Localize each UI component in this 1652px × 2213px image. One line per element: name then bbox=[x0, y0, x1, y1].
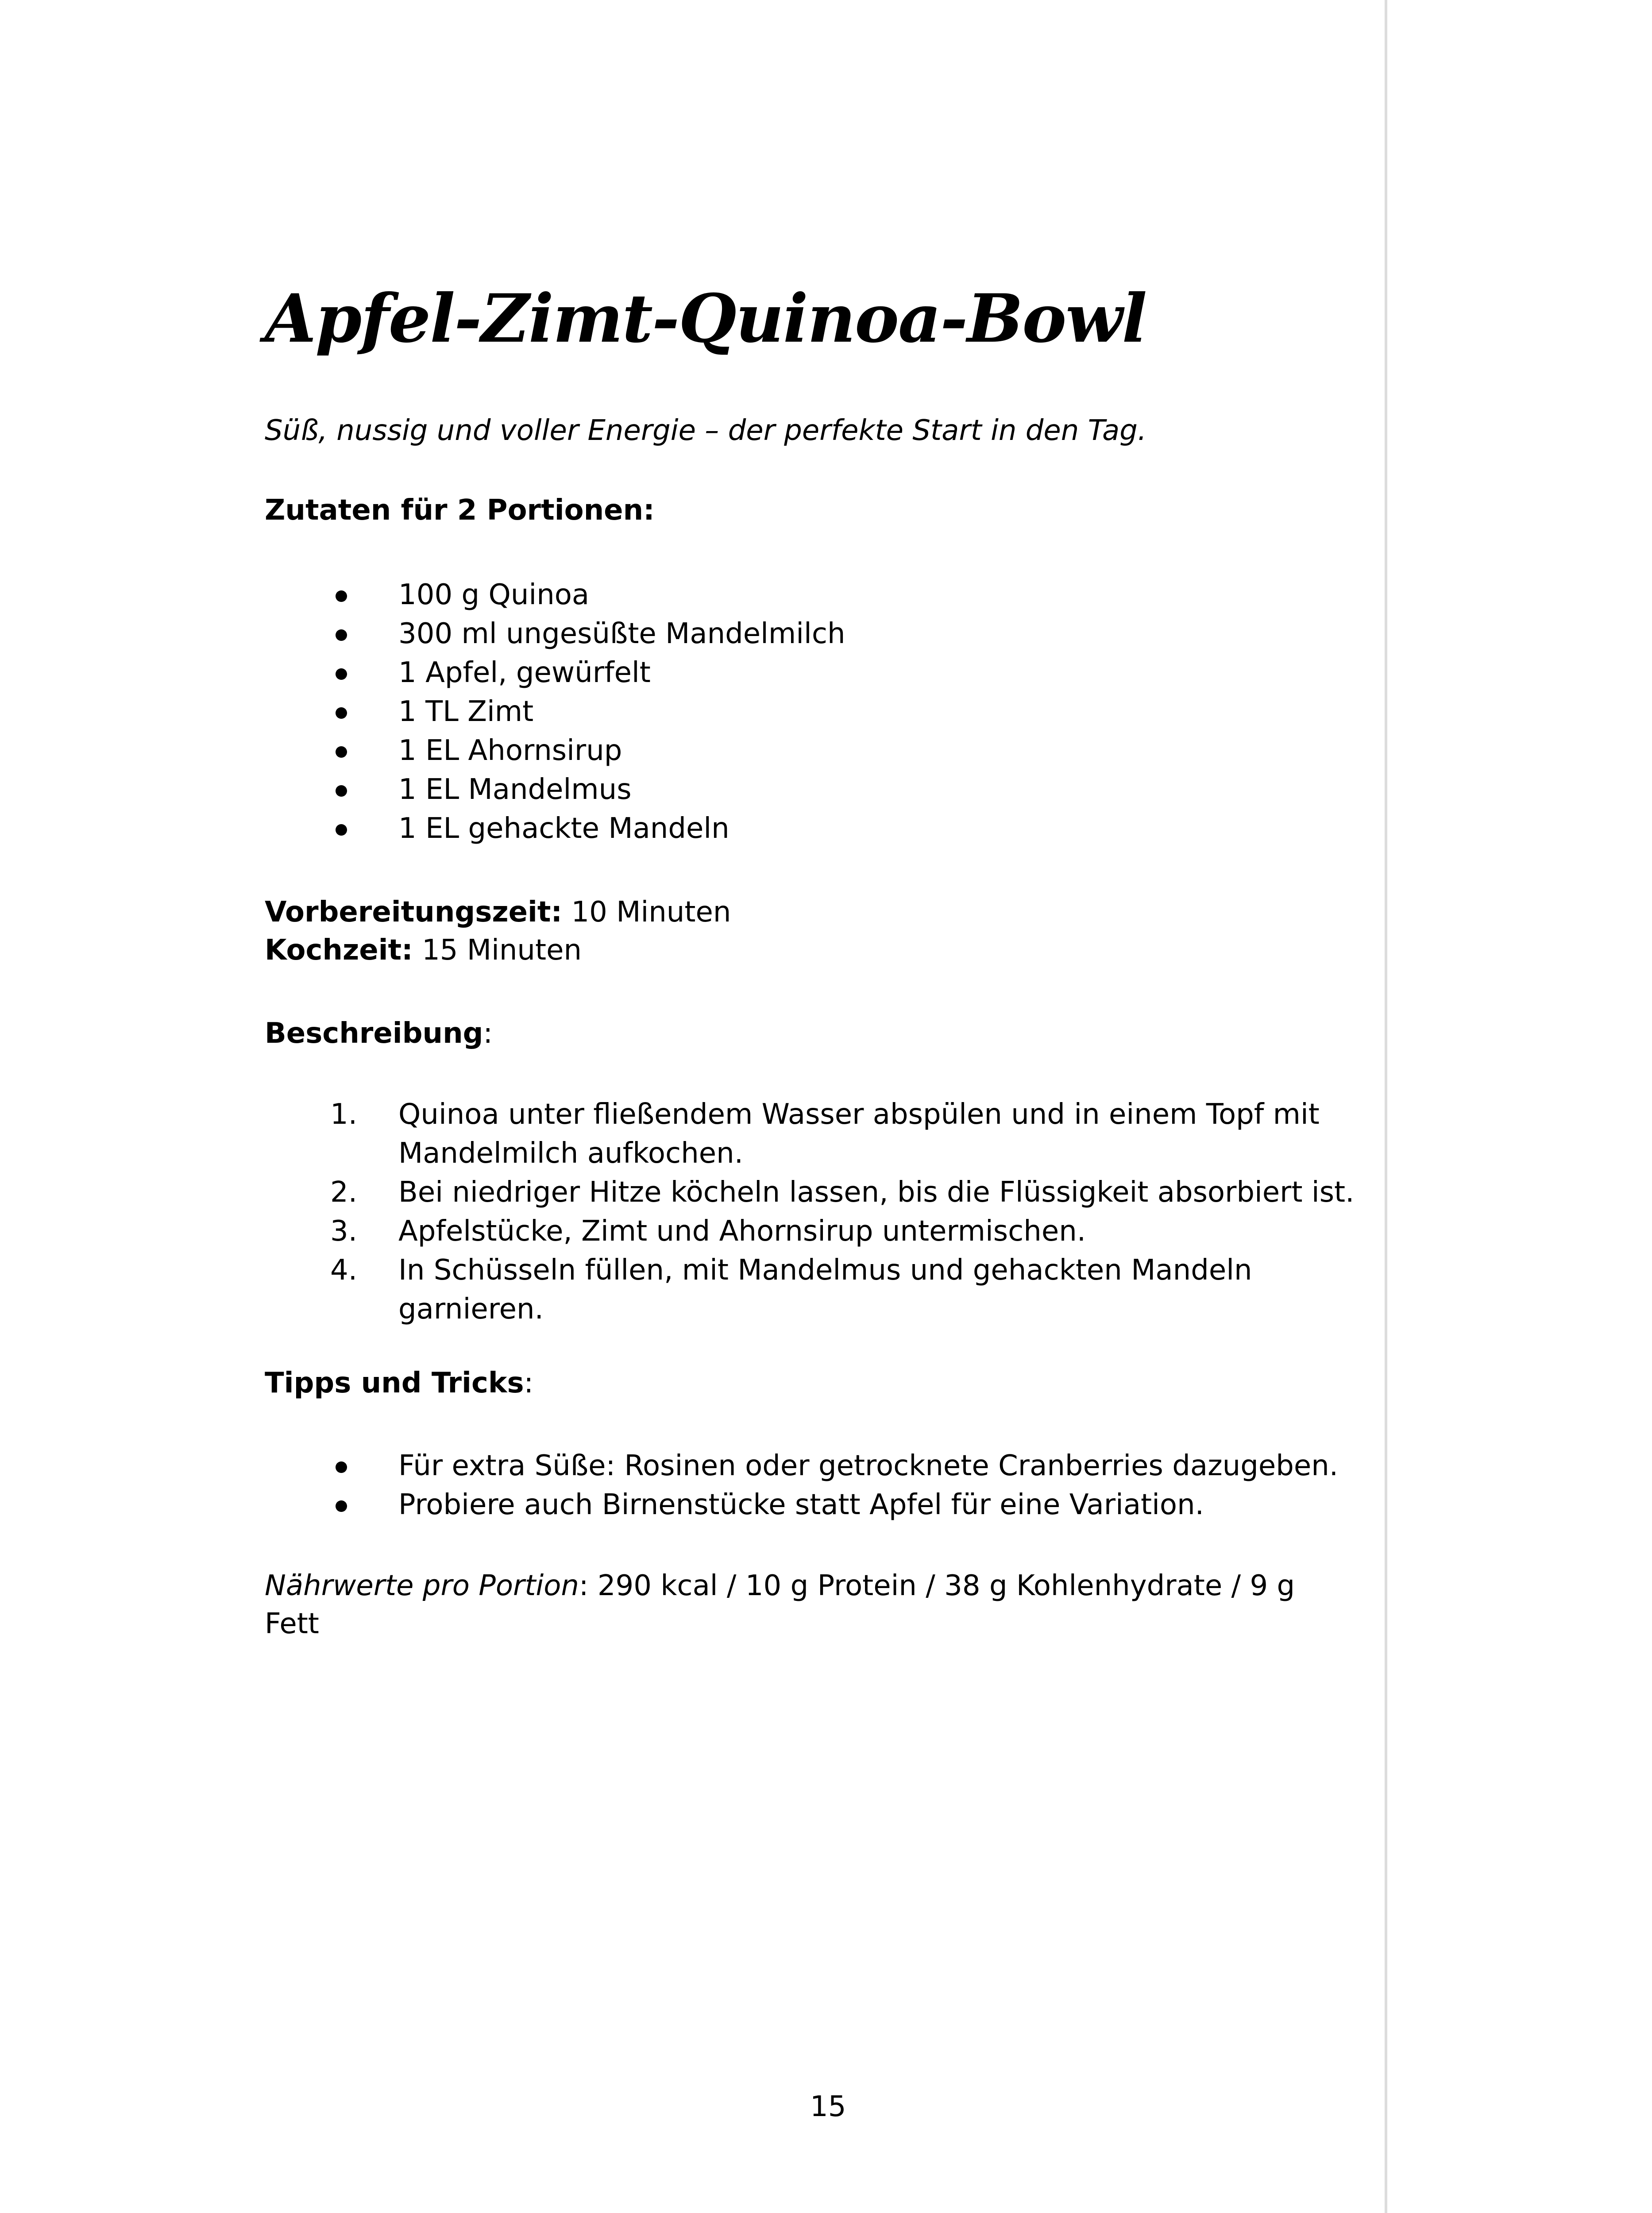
prep-time-label: Vorbereitungszeit: bbox=[265, 896, 563, 929]
bullet-icon bbox=[336, 785, 347, 797]
bullet-icon bbox=[336, 707, 347, 719]
step-number: 4. bbox=[330, 1254, 358, 1287]
list-item bbox=[265, 1212, 1363, 1251]
list-item bbox=[265, 1251, 1363, 1329]
ingredient-text: 100 g Quinoa bbox=[398, 578, 590, 611]
ingredients-heading: Zutaten für 2 Portionen: bbox=[265, 494, 655, 527]
step-text: Bei niedriger Hitze köcheln lassen, bis die Flüssigkeit absorbiert ist. bbox=[398, 1176, 1355, 1209]
prep-time bbox=[265, 892, 731, 932]
ingredient-text: 300 ml ungesüßte Mandelmilch bbox=[398, 617, 845, 650]
ingredient-text: 1 EL Ahornsirup bbox=[398, 734, 622, 767]
list-item bbox=[265, 1173, 1363, 1212]
page-number: 15 bbox=[810, 2090, 846, 2123]
tip-text: Probiere auch Birnenstücke statt Apfel für eine Variation. bbox=[398, 1488, 1204, 1521]
tip-text: Für extra Süße: Rosinen oder getrocknete Cranberries dazugeben. bbox=[398, 1450, 1339, 1482]
cook-time bbox=[265, 930, 582, 970]
list-item bbox=[265, 692, 845, 731]
tips-heading-colon: : bbox=[524, 1367, 534, 1400]
tips-heading bbox=[265, 1363, 533, 1403]
nutrition-label: Nährwerte pro Portion bbox=[265, 1569, 579, 1602]
list-item bbox=[265, 575, 845, 614]
bullet-icon bbox=[336, 629, 347, 641]
list-item bbox=[265, 1485, 1338, 1524]
description-heading-label: Beschreibung bbox=[265, 1017, 483, 1050]
ingredient-text: 1 Apfel, gewürfelt bbox=[398, 656, 651, 689]
bullet-icon bbox=[336, 668, 347, 680]
list-item bbox=[265, 653, 845, 692]
nutrition-info bbox=[265, 1567, 1354, 1643]
recipe-subtitle: Süß, nussig und voller Energie – der perfekte Start in den Tag. bbox=[265, 414, 1147, 447]
list-item bbox=[265, 1095, 1363, 1173]
bullet-icon bbox=[336, 1461, 347, 1473]
page-margin-area bbox=[1387, 0, 1652, 2213]
tips-list bbox=[265, 1446, 1338, 1524]
list-item bbox=[265, 731, 845, 770]
cook-time-label: Kochzeit: bbox=[265, 934, 413, 967]
ingredient-text: 1 TL Zimt bbox=[398, 695, 534, 728]
steps-list bbox=[265, 1095, 1363, 1329]
list-item bbox=[265, 770, 845, 809]
cook-time-value: 15 Minuten bbox=[413, 934, 582, 967]
description-heading-colon: : bbox=[483, 1017, 493, 1050]
bullet-icon bbox=[336, 1500, 347, 1512]
bullet-icon bbox=[336, 824, 347, 836]
description-heading bbox=[265, 1014, 493, 1053]
ingredient-text: 1 EL Mandelmus bbox=[398, 773, 632, 806]
list-item bbox=[265, 1446, 1338, 1485]
step-text: Quinoa unter fließendem Wasser abspülen und in einem Topf mit Mandelmilch aufkochen. bbox=[398, 1098, 1320, 1170]
step-number: 3. bbox=[330, 1215, 358, 1248]
step-number: 1. bbox=[330, 1098, 358, 1131]
prep-time-value: 10 Minuten bbox=[562, 896, 731, 929]
step-text: Apfelstücke, Zimt und Ahornsirup untermischen. bbox=[398, 1215, 1086, 1248]
bullet-icon bbox=[336, 746, 347, 758]
step-text: In Schüsseln füllen, mit Mandelmus und gehackten Mandeln garnieren. bbox=[398, 1254, 1252, 1326]
nutrition-value: : 290 kcal / 10 g Protein / 38 g Kohlenhydrate / 9 g Fett bbox=[265, 1569, 1295, 1640]
list-item bbox=[265, 614, 845, 653]
recipe-title: Apfel-Zimt-Quinoa-Bowl bbox=[265, 280, 1146, 358]
step-number: 2. bbox=[330, 1176, 358, 1209]
ingredient-text: 1 EL gehackte Mandeln bbox=[398, 812, 730, 845]
tips-heading-label: Tipps und Tricks bbox=[265, 1367, 524, 1400]
list-item bbox=[265, 809, 845, 848]
ingredients-list bbox=[265, 575, 845, 848]
bullet-icon bbox=[336, 590, 347, 602]
